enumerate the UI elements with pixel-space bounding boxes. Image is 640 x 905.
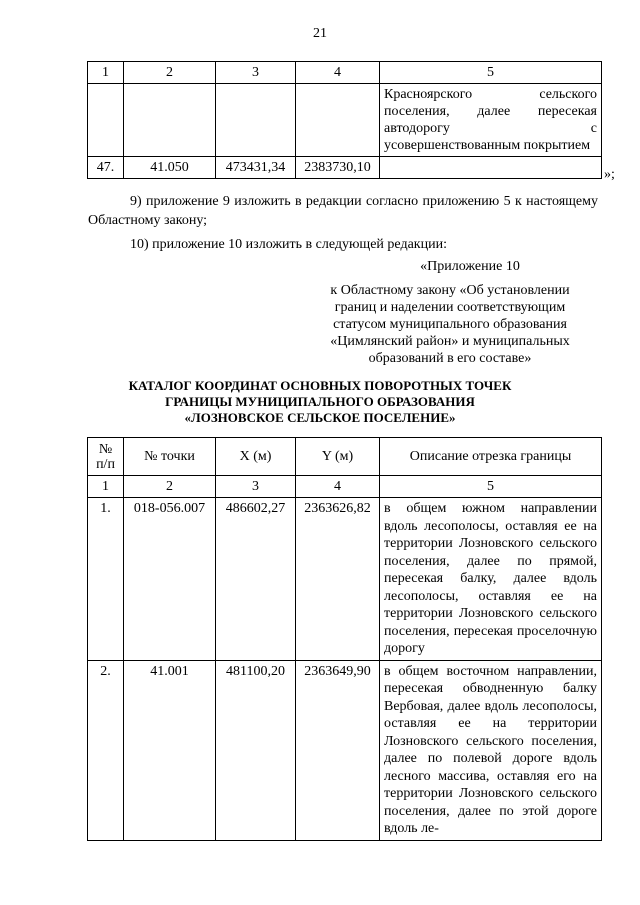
continuation-description: Красноярского сельского поселения, далее пересекая автодорогу с усовершенствованным покрытием (380, 84, 602, 157)
segment-description: в общем восточном направлении, пересекая обводненную балку Вербовая, далее вдоль лесополосы, оставляя ее на территории Лозновского сельского поселения, далее по полевой дороге вдоль лесного массива, оставляя его на территории Лозновского сельского поселения, далее по этой дороге вдоль ле- (380, 660, 602, 840)
y-coordinate: 2363649,90 (296, 660, 380, 840)
y-coordinate: 2383730,10 (296, 157, 380, 179)
segment-description: в общем южном направлении вдоль лесополосы, оставляя ее на территории Лозновского сельского поселения, далее по прямой, пересекая балку, далее вдоль лесополосы, оставляя ее на территории Лозновского сельского поселения, пересекая проселочную дорогу (380, 498, 602, 661)
coordinates-catalog-table (87, 437, 602, 841)
header-num-symbol: № (98, 441, 113, 457)
closing-quote: »; (604, 167, 615, 182)
segment-description (380, 157, 602, 179)
catalog-title-line: ГРАНИЦЫ МУНИЦИПАЛЬНОГО ОБРАЗОВАНИЯ (165, 394, 475, 409)
table-header-row (88, 438, 602, 476)
y-coordinate: 2363626,82 (296, 498, 380, 661)
x-coordinate: 486602,27 (216, 498, 296, 661)
point-number: 018-056.007 (124, 498, 216, 661)
row-number: 1. (88, 498, 124, 661)
table-index-row: 1 2 3 4 5 (88, 476, 602, 498)
header-cell-1: 1 (88, 62, 124, 84)
catalog-title-line: «ЛОЗНОВСКОЕ СЕЛЬСКОЕ ПОСЕЛЕНИЕ» (184, 410, 456, 425)
row-number: 2. (88, 660, 124, 840)
paragraph-10: 10) приложение 10 изложить в следующей редакции: (130, 237, 447, 252)
table-row (88, 498, 602, 661)
appendix-line: к Областному закону «Об установлении (330, 283, 570, 298)
header-point: № точки (124, 438, 216, 476)
header-y: Y (м) (296, 438, 380, 476)
catalog-title-line: КАТАЛОГ КООРДИНАТ ОСНОВНЫХ ПОВОРОТНЫХ ТОЧЕК (128, 378, 512, 393)
paragraph-9: 9) приложение 9 изложить в редакции согласно приложению 5 к настоящему Областному закону; (88, 194, 598, 228)
coordinates-table-continuation (87, 61, 602, 179)
header-description: Описание отрезка границы (380, 438, 602, 476)
header-cell-2: 2 (124, 62, 216, 84)
appendix-line: границ и наделении соответствующим (334, 300, 566, 315)
table-row (88, 157, 602, 179)
point-number: 41.050 (124, 157, 216, 179)
table-header-row (88, 62, 602, 84)
header-x: X (м) (216, 438, 296, 476)
appendix-line: статусом муниципального образования (333, 317, 567, 332)
header-cell-3: 3 (216, 62, 296, 84)
table-row (88, 84, 602, 157)
appendix-line: образований в его составе» (368, 351, 532, 366)
appendix-line: «Цимлянский район» и муниципальных (330, 334, 570, 349)
header-num (88, 438, 124, 476)
header-num-abbr: п/п (96, 456, 115, 472)
header-cell-5: 5 (380, 62, 602, 84)
point-number: 41.001 (124, 660, 216, 840)
x-coordinate: 481100,20 (216, 660, 296, 840)
catalog-title (0, 378, 640, 426)
row-number: 47. (88, 157, 124, 179)
x-coordinate: 473431,34 (216, 157, 296, 179)
page-number: 21 (313, 26, 327, 41)
table-row (88, 660, 602, 840)
appendix-title: «Приложение 10 (420, 259, 520, 274)
header-cell-4: 4 (296, 62, 380, 84)
